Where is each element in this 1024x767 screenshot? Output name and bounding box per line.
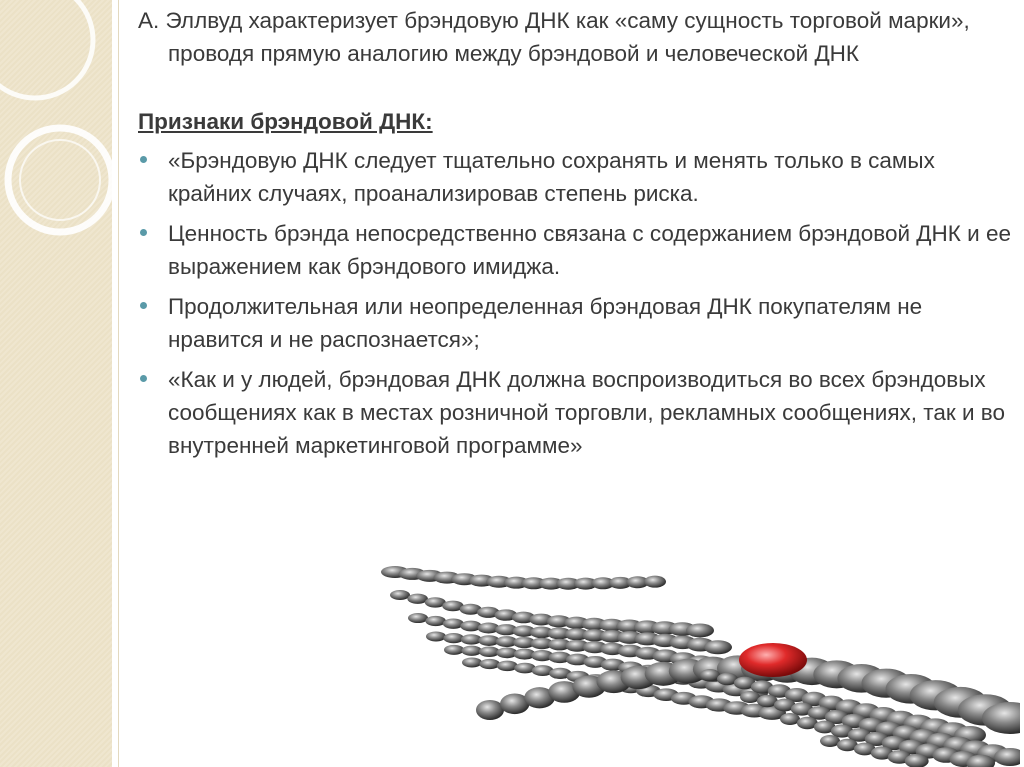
dna-highlight-ball <box>739 643 807 677</box>
dna-ball <box>476 700 504 720</box>
dna-ball <box>390 590 410 600</box>
bullet-icon <box>140 302 147 309</box>
dna-ball <box>443 633 463 643</box>
list-item-text: «Как и у людей, брэндовая ДНК должна воспроизводиться во всех брэндовых сообщениях как в местах розничной торговли, рекламных сообщениях, так и во внутренней маркетинговой программе» <box>168 367 1005 458</box>
dna-ball <box>444 645 464 655</box>
dna-ball <box>686 623 714 637</box>
bullet-icon <box>140 229 147 236</box>
dna-ball <box>425 616 445 626</box>
list-item <box>138 290 1018 356</box>
dna-ball <box>704 640 732 654</box>
section-heading: Признаки брэндовой ДНК: <box>138 109 433 134</box>
dna-ball <box>426 631 446 641</box>
intro-paragraph: А. Эллвуд характеризует брэндовую ДНК как «саму сущность торговой марки», проводя прямую аналогию между брэндовой и человеческой ДНК <box>138 8 970 66</box>
list-item-text: Ценность брэнда непосредственно связана с содержанием брэндовой ДНК и ее выражением как брэндового имиджа. <box>168 221 1011 279</box>
dna-ball <box>497 661 518 671</box>
list-item <box>138 144 1018 210</box>
list-item <box>138 217 1018 283</box>
dna-helix-image <box>380 560 1020 767</box>
points-list <box>138 144 1018 462</box>
list-item-text: «Брэндовую ДНК следует тщательно сохранять и менять только в самых крайних случаях, проанализировав степень риска. <box>168 148 935 206</box>
slide-content <box>138 4 1018 469</box>
bullet-icon <box>140 156 147 163</box>
dna-ball <box>408 613 428 623</box>
circle-ring-decoration <box>0 0 140 270</box>
list-item <box>138 363 1018 462</box>
dna-ball <box>407 594 427 604</box>
dna-ball <box>479 659 499 669</box>
list-item-text: Продолжительная или неопределенная брэндовая ДНК покупателям не нравится и не распознается»; <box>168 294 923 352</box>
bullet-icon <box>140 375 147 382</box>
dna-ball <box>461 646 481 656</box>
dna-ball <box>644 576 666 588</box>
dna-ball <box>462 657 482 667</box>
